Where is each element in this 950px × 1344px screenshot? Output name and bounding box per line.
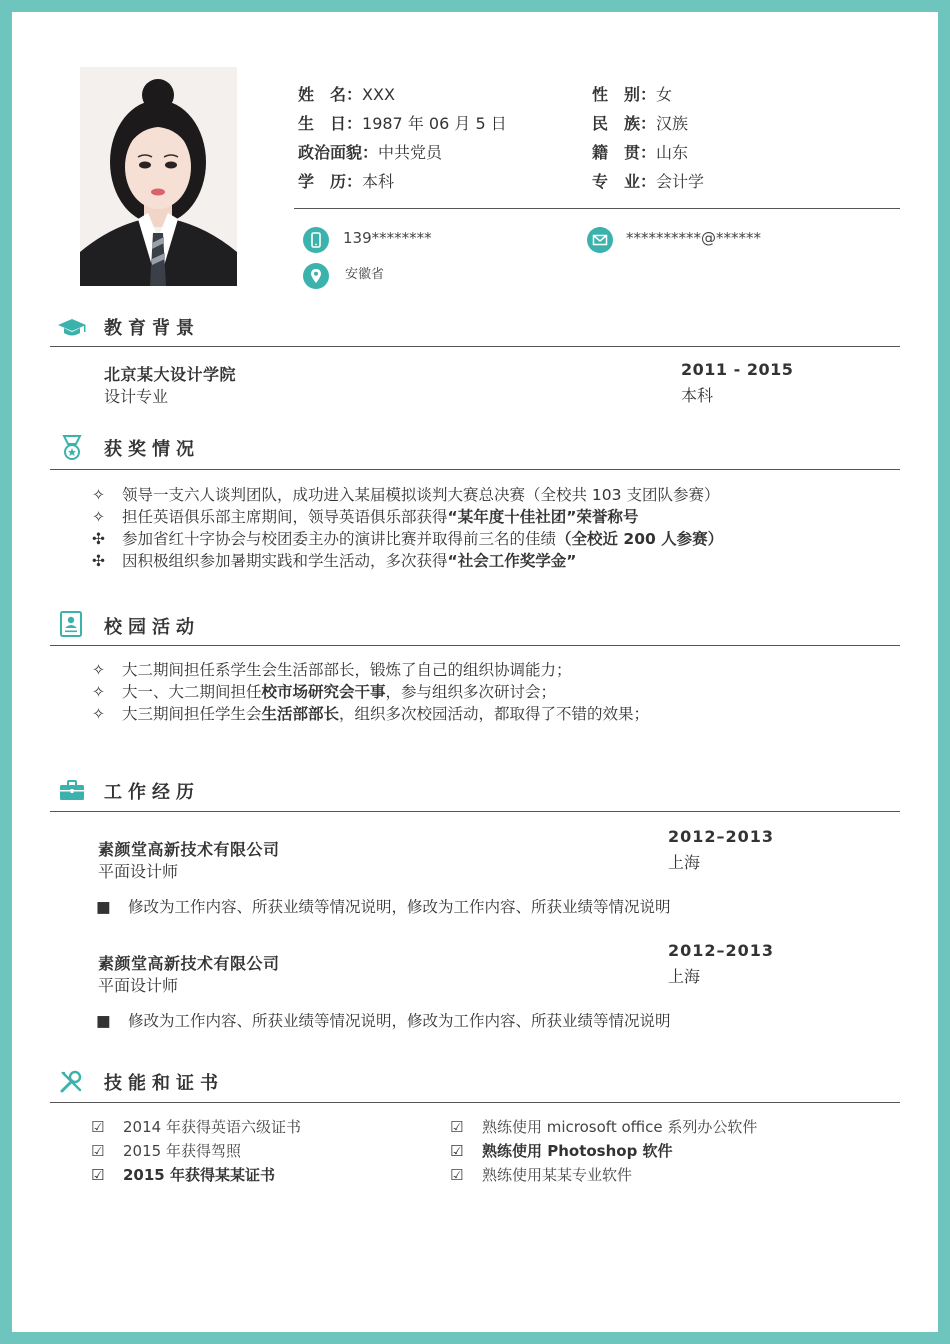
company-name: 素颜堂高新技术有限公司 (98, 954, 280, 973)
checkbox-icon: ☑ (91, 1166, 105, 1184)
list-item (92, 659, 649, 681)
item-text: ，参与组织多次研讨会； (385, 683, 557, 701)
graduation-cap-icon (56, 313, 86, 341)
list-item (92, 506, 723, 528)
school-name: 北京某大设计学院 (104, 365, 237, 384)
list-item (92, 484, 723, 506)
checkbox-icon: ☑ (450, 1118, 464, 1136)
section-title-skills: 技能和证书 (104, 1073, 224, 1094)
field-label: 民 族： (592, 114, 657, 133)
field-label: 性 别： (592, 85, 657, 104)
list-item (92, 528, 723, 550)
list-item (92, 681, 649, 703)
education-period: 2011 - 2015 (681, 360, 794, 379)
profile-photo (80, 67, 237, 286)
section-divider (50, 1102, 900, 1103)
field-name (298, 83, 395, 107)
phone-icon (303, 227, 329, 253)
field-label: 学 历： (298, 172, 363, 191)
campus-list (92, 659, 649, 725)
job-title: 平面设计师 (98, 976, 179, 995)
field-ethnicity (592, 112, 688, 136)
bullet-star-icon: ✣ (92, 552, 105, 570)
checkbox-icon: ☑ (450, 1142, 464, 1160)
square-bullet-icon: ■ (96, 898, 111, 916)
item-bold: 校市场研究会干事 (261, 683, 386, 701)
section-title-education: 教育背景 (104, 318, 200, 339)
list-item (92, 703, 649, 725)
skill-text: 熟练使用 Photoshop 软件 (482, 1142, 673, 1160)
field-value: 中共党员 (378, 143, 443, 162)
skill-text: 熟练使用 microsoft office 系列办公软件 (482, 1118, 758, 1136)
field-label: 政治面貌： (298, 143, 379, 162)
work-description-text: 修改为工作内容、所获业绩等情况说明，修改为工作内容、所获业绩等情况说明 (128, 1012, 671, 1030)
list-item (92, 550, 723, 572)
item-text: 领导一支六人谈判团队，成功进入某届模拟谈判大赛总决赛（全校共 103 支团队参赛） (122, 486, 720, 504)
work-period: 2012–2013 (668, 827, 775, 846)
phone-text: 139******** (343, 229, 432, 247)
work-city: 上海 (668, 967, 701, 986)
skill-item (450, 1140, 673, 1162)
item-bold: 生活部部长 (261, 705, 340, 723)
resume-page (12, 12, 938, 1332)
section-divider (50, 811, 900, 812)
email-icon (587, 227, 613, 253)
field-hometown (592, 141, 688, 165)
field-value: 1987 年 06 月 5 日 (362, 114, 507, 133)
item-text: 大一、大二期间担任 (122, 683, 262, 701)
bullet-star-icon: ✣ (92, 530, 105, 548)
email-text: **********@****** (626, 229, 761, 247)
skill-text: 2015 年获得驾照 (123, 1142, 241, 1160)
skill-text: 2015 年获得某某证书 (123, 1166, 275, 1184)
item-bold: （全校近 200 人参赛） (556, 530, 724, 548)
item-text: 参加省红十字协会与校团委主办的演讲比赛并取得前三名的佳绩 (122, 530, 557, 548)
location-pin-icon (303, 263, 329, 289)
section-divider (50, 346, 900, 347)
field-gender (592, 83, 672, 107)
checkbox-icon: ☑ (450, 1166, 464, 1184)
item-text: ，组织多次校园活动，都取得了不错的效果； (339, 705, 650, 723)
job-title: 平面设计师 (98, 862, 179, 881)
field-label: 专 业： (592, 172, 657, 191)
field-major (592, 170, 704, 194)
skill-item (91, 1116, 301, 1138)
item-bold: “某年度十佳社团”荣誉称号 (447, 508, 639, 526)
section-title-work: 工作经历 (104, 782, 200, 803)
school-major: 设计专业 (104, 387, 169, 406)
bullet-star-icon: ✧ (92, 661, 105, 679)
section-divider (50, 469, 900, 470)
location-text: 安徽省 (345, 267, 385, 282)
field-label: 籍 贯： (592, 143, 657, 162)
document-profile-icon (58, 610, 88, 638)
bullet-star-icon: ✧ (92, 705, 105, 723)
item-bold: “社会工作奖学金” (447, 552, 577, 570)
skill-text: 2014 年获得英语六级证书 (123, 1118, 301, 1136)
bullet-star-icon: ✧ (92, 486, 105, 504)
field-value: 汉族 (656, 114, 689, 133)
field-political (298, 141, 442, 165)
checkbox-icon: ☑ (91, 1118, 105, 1136)
section-title-campus: 校园活动 (104, 617, 200, 638)
field-value: 本科 (362, 172, 395, 191)
item-text: 大二期间担任系学生会生活部部长，锻炼了自己的组织协调能力； (122, 661, 572, 679)
skill-item (450, 1164, 632, 1186)
education-degree: 本科 (681, 386, 714, 405)
skill-text: 熟练使用某某专业软件 (482, 1166, 633, 1184)
section-divider (50, 645, 900, 646)
company-name: 素颜堂高新技术有限公司 (98, 840, 280, 859)
skill-item (91, 1140, 241, 1162)
item-text: 因积极组织参加暑期实践和学生活动，多次获得 (122, 552, 448, 570)
field-value: XXX (362, 85, 395, 104)
square-bullet-icon: ■ (96, 1012, 111, 1030)
work-description-text: 修改为工作内容、所获业绩等情况说明，修改为工作内容、所获业绩等情况说明 (128, 898, 671, 916)
field-value: 会计学 (656, 172, 705, 191)
field-value: 山东 (656, 143, 689, 162)
tools-icon (58, 1069, 88, 1097)
work-period: 2012–2013 (668, 941, 775, 960)
field-value: 女 (656, 85, 673, 104)
bullet-star-icon: ✧ (92, 508, 105, 526)
skill-item (91, 1164, 275, 1186)
medal-icon (58, 434, 88, 462)
field-education (298, 170, 394, 194)
work-city: 上海 (668, 853, 701, 872)
bullet-star-icon: ✧ (92, 683, 105, 701)
briefcase-icon (58, 778, 88, 806)
item-text: 担任英语俱乐部主席期间，领导英语俱乐部获得 (122, 508, 448, 526)
field-label: 生 日： (298, 114, 363, 133)
work-description (96, 1010, 671, 1032)
info-divider (294, 208, 900, 209)
awards-list (92, 484, 723, 572)
field-birthday (298, 112, 507, 136)
work-description (96, 896, 671, 918)
checkbox-icon: ☑ (91, 1142, 105, 1160)
field-label: 姓 名： (298, 85, 363, 104)
skill-item (450, 1116, 757, 1138)
section-title-awards: 获奖情况 (104, 439, 200, 460)
item-text: 大三期间担任学生会 (122, 705, 262, 723)
